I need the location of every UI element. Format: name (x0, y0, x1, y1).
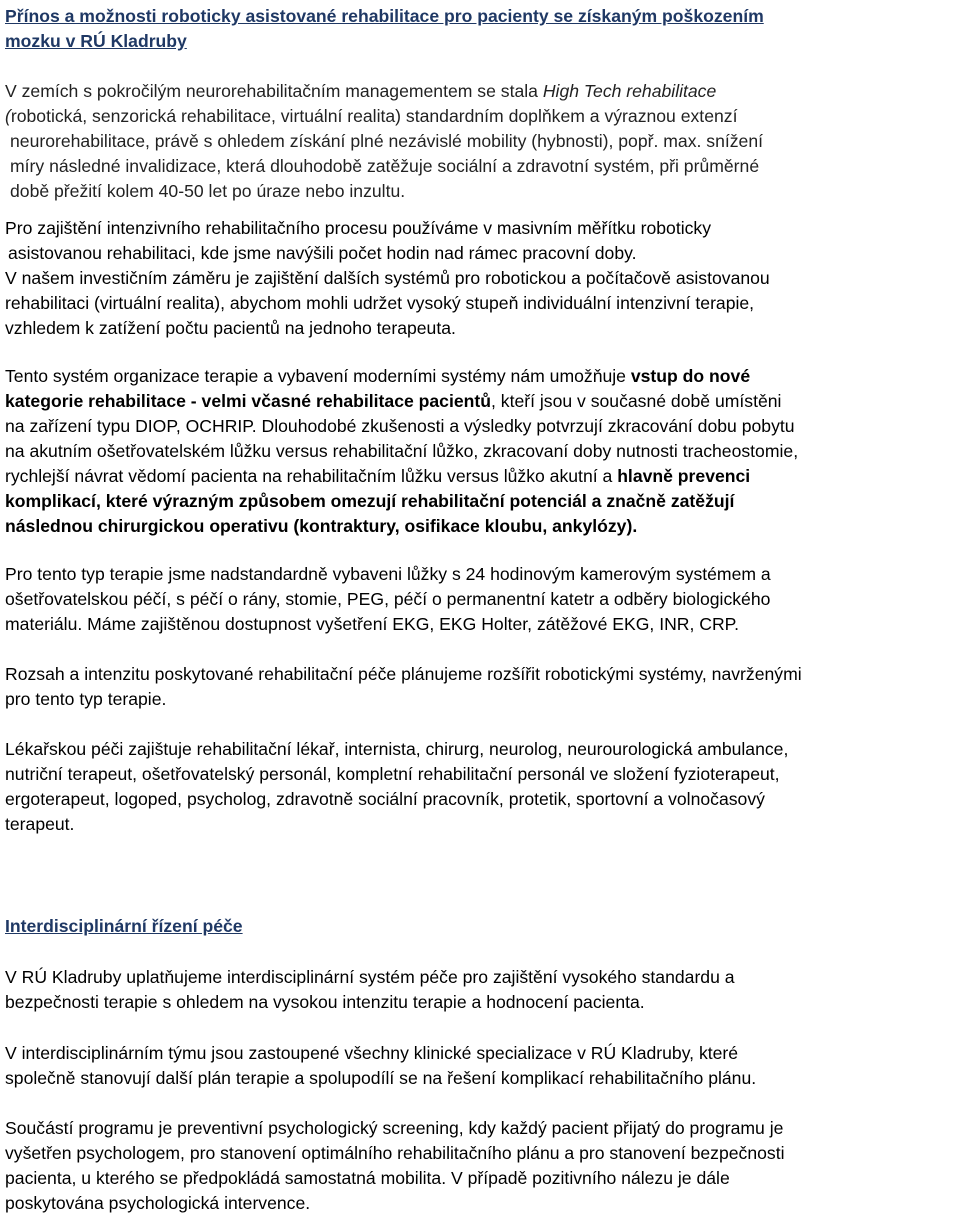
paragraph-early-rehab: Tento systém organizace terapie a vybavení moderními systémy nám umožňuje vstup do nové kategorie rehabilitace - velmi včasné rehabilitace pacientů, kteří jsou v současné době umístěni na zařízení typu DIOP, OCHRIP. Dlouhodobé zkušenosti a výsledky potvrzují zkracování dobu pobytu na akutním ošetřovatelském lůžku versus rehabilitační lůžko, zkracovaní doby nutnosti tracheostomie, rychlejší návrat vědomí pacienta na rehabilitačním lůžku versus lůžko akutní a hlavně prevenci komplikací, které výrazným způsobem omezují rehabilitační potenciál a značně zatěžují následnou chirurgickou operativu (kontraktury, osifikace kloubu, ankylózy). (5, 366, 799, 536)
paragraph-interdisciplinary-system: V RÚ Kladruby uplatňujeme interdisciplinární systém péče pro zajištění vysokého standardu a bezpečnosti terapie s ohledem na vysokou intenzitu terapie a hodnocení pacienta. (5, 967, 735, 1012)
paragraph-intro: V zemích s pokročilým neurorehabilitačním managementem se stala High Tech rehabilitace (robotická, senzorická rehabilitace, virtuální realita) standardním doplňkem a výraznou extenzí neurorehabilitace, právě s ohledem získání plné nezávislé mobility (hybnosti), popř. max. snížení míry následné invalidizace, která dlouhodobě zatěžuje sociální a zdravotní systém, při průměrné době přežití kolem 40-50 let po úraze nebo inzultu. (5, 81, 764, 201)
paragraph-team: V interdisciplinárním týmu jsou zastoupené všechny klinické specializace v RÚ Kladruby, které společně stanovují další plán terapie a spolupodílí se na řešení komplikací rehabilitačního plánu. (5, 1043, 757, 1088)
section-heading-interdisciplinary: Interdisciplinární řízení péče (5, 916, 243, 936)
document-title: Přínos a možnosti roboticky asistované rehabilitace pro pacienty se získaným poškozením mozku v RÚ Kladruby (5, 6, 764, 51)
paragraph-psychological-screening: Součástí programu je preventivní psychologický screening, kdy každý pacient přijatý do programu je vyšetřen psychologem, pro stanovení optimálního rehabilitačního plánu a pro stanovení bezpečnosti pacienta, u kterého se předpokládá samostatná mobilita. V případě pozitivního nálezu je dále poskytována psychologická intervence. (5, 1118, 785, 1213)
paragraph-expansion: Rozsah a intenzitu poskytované rehabilitační péče plánujeme rozšířit robotickými systémy, navrženými pro tento typ terapie. (5, 664, 802, 709)
paragraph-robotic-rehab: Pro zajištění intenzivního rehabilitačního procesu používáme v masivním měřítku roboticky asistovanou rehabilitaci, kde jsme navýšili počet hodin nad rámec pracovní doby. V našem investičním záměru je zajištění dalších systémů pro robotickou a počítačově asistovanou rehabilitaci (virtuální realita), abychom mohli udržet vysoký stupeň individuální intenzivní terapie, vzhledem k zatížení počtu pacientů na jednoho terapeuta. (5, 218, 770, 338)
paragraph-medical-care: Lékařskou péči zajištuje rehabilitační lékař, internista, chirurg, neurolog, neurourologická ambulance, nutriční terapeut, ošetřovatelský personál, kompletní rehabilitační personál ve složení fyzioterapeut, ergoterapeut, logoped, psycholog, zdravotně sociální pracovník, protetik, sportovní a volnočasový terapeut. (5, 739, 789, 834)
paragraph-equipment: Pro tento typ terapie jsme nadstandardně vybaveni lůžky s 24 hodinovým kamerovým systémem a ošetřovatelskou péčí, s péčí o rány, stomie, PEG, péčí o permanentní katetr a odběry biologického materiálu. Máme zajištěnou dostupnost vyšetření EKG, EKG Holter, zátěžové EKG, INR, CRP. (5, 564, 771, 634)
